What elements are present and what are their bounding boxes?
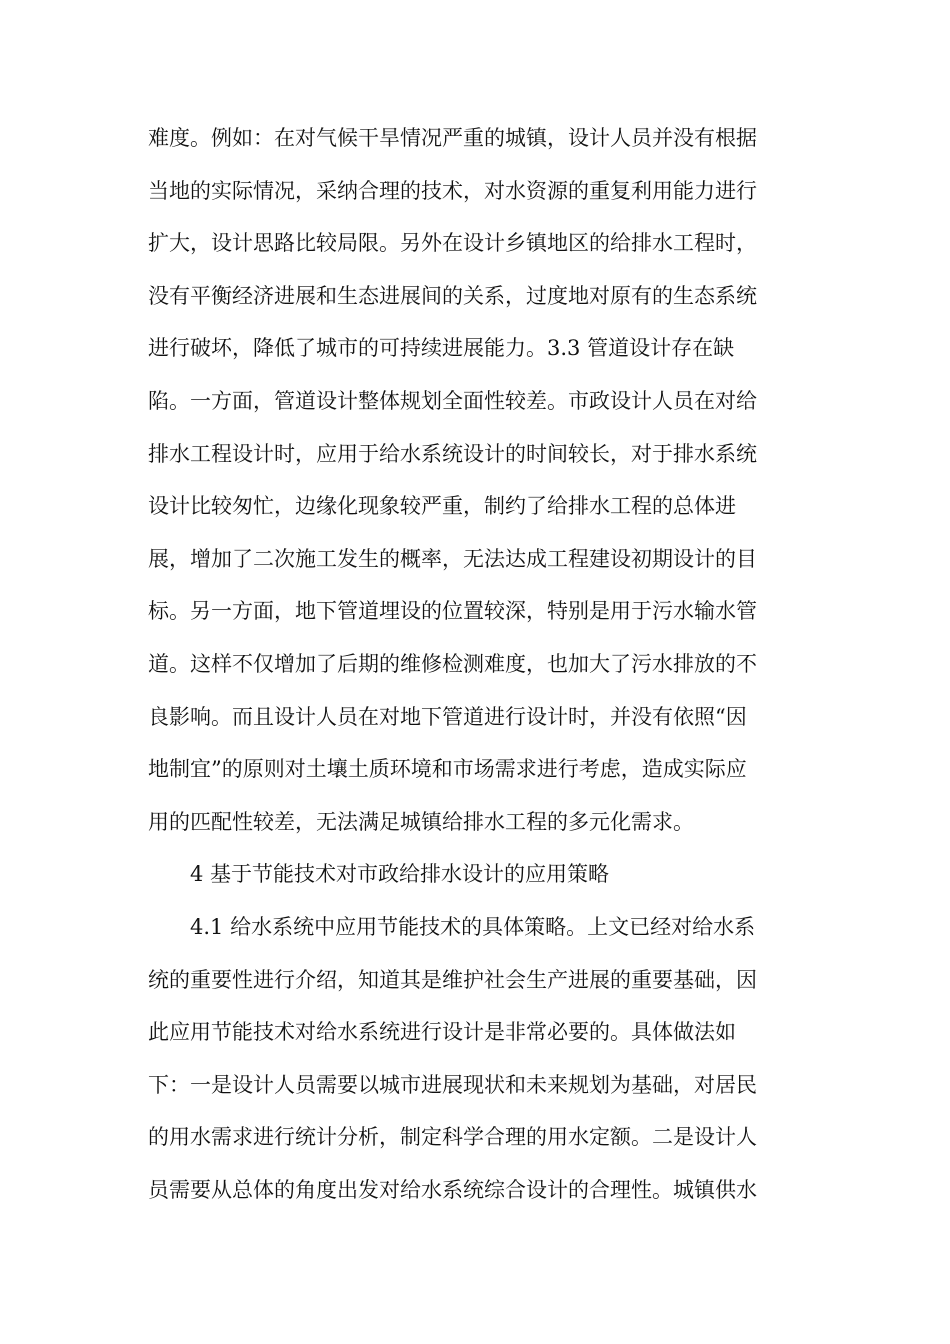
text-line: 难度。例如：在对气候干旱情况严重的城镇，设计人员并没有根据 (148, 126, 757, 150)
section-heading: 4 基于节能技术对市政给排水设计的应用策略 (190, 862, 610, 887)
text-line: 没有平衡经济进展和生态进展间的关系，过度地对原有的生态系统 (148, 283, 757, 308)
text-line: 地制宜”的原则对土壤土质环境和市场需求进行考虑，造成实际应 (148, 757, 747, 782)
text-line: 当地的实际情况，采纳合理的技术，对水资源的重复利用能力进行 (148, 178, 757, 203)
body-text (148, 112, 808, 1216)
text-line: 设计比较匆忙，边缘化现象较严重，制约了给排水工程的总体进 (148, 494, 736, 519)
text-line: 此应用节能技术对给水系统进行设计是非常必要的。具体做法如 (148, 1020, 736, 1045)
text-line: 4.1 给水系统中应用节能技术的具体策略。上文已经对给水系 (190, 914, 756, 939)
text-line: 陷。一方面，管道设计整体规划全面性较差。市政设计人员在对给 (148, 388, 757, 413)
text-line: 良影响。而且设计人员在对地下管道进行设计时，并没有依照“因 (148, 704, 747, 729)
text-line: 排水工程设计时，应用于给水系统设计的时间较长，对于排水系统 (148, 441, 757, 466)
text-line: 道。这样不仅增加了后期的维修检测难度，也加大了污水排放的不 (148, 651, 757, 676)
text-line: 的用水需求进行统计分析，制定科学合理的用水定额。二是设计人 (148, 1125, 757, 1150)
text-line: 展，增加了二次施工发生的概率，无法达成工程建设初期设计的目 (148, 546, 757, 571)
text-line: 扩大，设计思路比较局限。另外在设计乡镇地区的给排水工程时， (148, 231, 757, 256)
text-line: 下：一是设计人员需要以城市进展现状和未来规划为基础，对居民 (148, 1072, 757, 1097)
text-line: 统的重要性进行介绍，知道其是维护社会生产进展的重要基础，因 (148, 967, 757, 992)
text-line: 标。另一方面，地下管道埋设的位置较深，特别是用于污水输水管 (148, 599, 757, 624)
text-line: 进行破坏，降低了城市的可持续进展能力。3.3 管道设计存在缺 (148, 336, 735, 361)
text-line: 员需要从总体的角度出发对给水系统综合设计的合理性。城镇供水 (148, 1177, 757, 1202)
text-line: 用的匹配性较差，无法满足城镇给排水工程的多元化需求。 (148, 809, 694, 834)
